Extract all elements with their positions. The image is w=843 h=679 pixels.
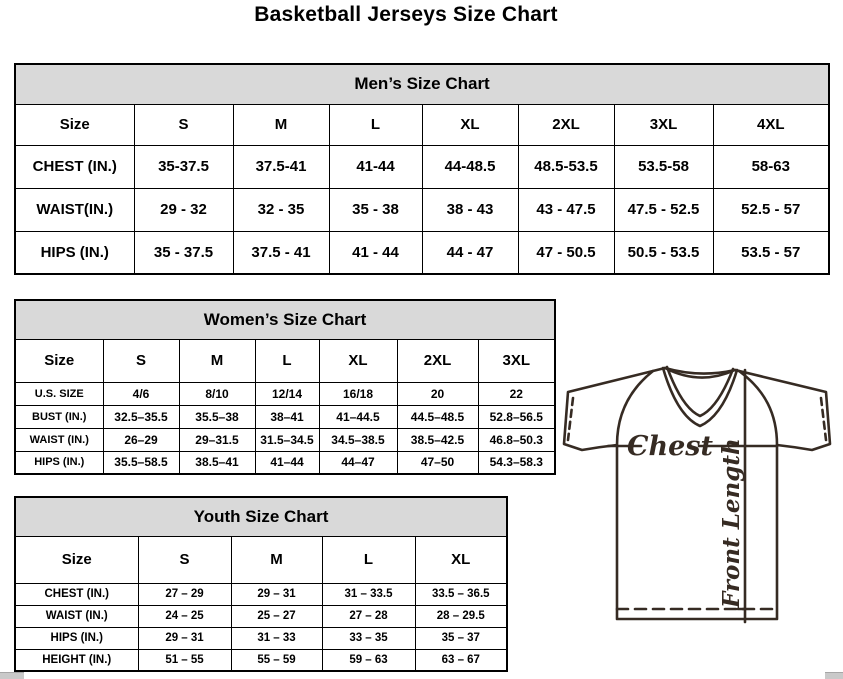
- data-cell: 27 – 28: [322, 605, 415, 627]
- mens-chart-caption: Men’s Size Chart: [15, 64, 829, 104]
- table-row: [15, 382, 555, 405]
- chest-label: Chest: [627, 431, 713, 462]
- data-cell: 43 - 47.5: [518, 188, 614, 231]
- table-row: [15, 649, 507, 671]
- row-label: CHEST (IN.): [15, 583, 138, 605]
- data-cell: 35 - 37.5: [134, 231, 233, 274]
- data-cell: 35-37.5: [134, 145, 233, 188]
- data-cell: 53.5-58: [614, 145, 713, 188]
- table-row: [15, 231, 829, 274]
- column-header: S: [103, 339, 179, 382]
- row-label: WAIST (IN.): [15, 605, 138, 627]
- column-header: 3XL: [614, 104, 713, 145]
- data-cell: 55 – 59: [231, 649, 322, 671]
- column-header: 2XL: [397, 339, 478, 382]
- horizontal-scrollbar-fragment[interactable]: [825, 672, 843, 679]
- row-label: WAIST (IN.): [15, 428, 103, 451]
- horizontal-scrollbar-fragment[interactable]: [0, 672, 24, 679]
- data-cell: 34.5–38.5: [319, 428, 397, 451]
- data-cell: 38 - 43: [422, 188, 518, 231]
- left-sleeve-dashed-line: [568, 398, 573, 440]
- data-cell: 41-44: [329, 145, 422, 188]
- column-header: M: [179, 339, 255, 382]
- column-header: 3XL: [478, 339, 555, 382]
- table-row: [15, 605, 507, 627]
- data-cell: 29 - 32: [134, 188, 233, 231]
- data-cell: 24 – 25: [138, 605, 231, 627]
- data-cell: 35.5–38: [179, 405, 255, 428]
- data-cell: 29 – 31: [138, 627, 231, 649]
- data-cell: 51 – 55: [138, 649, 231, 671]
- mens-size-header: Size: [15, 104, 134, 145]
- row-label: WAIST(IN.): [15, 188, 134, 231]
- data-cell: 47 - 50.5: [518, 231, 614, 274]
- data-cell: 46.8–50.3: [478, 428, 555, 451]
- row-label: U.S. SIZE: [15, 382, 103, 405]
- data-cell: 38–41: [255, 405, 319, 428]
- youth-size-chart-table: [14, 496, 508, 672]
- womens-size-chart-table: [14, 299, 556, 475]
- row-label: HIPS (IN.): [15, 231, 134, 274]
- data-cell: 35 - 38: [329, 188, 422, 231]
- data-cell: 32.5–35.5: [103, 405, 179, 428]
- data-cell: 25 – 27: [231, 605, 322, 627]
- column-header: XL: [422, 104, 518, 145]
- data-cell: 33.5 – 36.5: [415, 583, 507, 605]
- data-cell: 47–50: [397, 451, 478, 474]
- data-cell: 58-63: [713, 145, 829, 188]
- womens-size-header: Size: [15, 339, 103, 382]
- data-cell: 44 - 47: [422, 231, 518, 274]
- column-header: S: [134, 104, 233, 145]
- column-header: M: [231, 536, 322, 583]
- data-cell: 35.5–58.5: [103, 451, 179, 474]
- data-cell: 29–31.5: [179, 428, 255, 451]
- right-sleeve-dashed-line: [821, 398, 826, 440]
- jersey-measurement-diagram: [553, 356, 841, 632]
- column-header: M: [233, 104, 329, 145]
- data-cell: 12/14: [255, 382, 319, 405]
- column-header: L: [255, 339, 319, 382]
- table-row: [15, 188, 829, 231]
- data-cell: 52.8–56.5: [478, 405, 555, 428]
- row-label: HIPS (IN.): [15, 627, 138, 649]
- data-cell: 16/18: [319, 382, 397, 405]
- youth-size-header: Size: [15, 536, 138, 583]
- row-label: BUST (IN.): [15, 405, 103, 428]
- data-cell: 32 - 35: [233, 188, 329, 231]
- table-row: [15, 145, 829, 188]
- data-cell: 29 – 31: [231, 583, 322, 605]
- mens-size-chart-table: [14, 63, 830, 275]
- womens-chart-caption: Women’s Size Chart: [15, 300, 555, 339]
- data-cell: 37.5 - 41: [233, 231, 329, 274]
- data-cell: 44-48.5: [422, 145, 518, 188]
- data-cell: 20: [397, 382, 478, 405]
- data-cell: 27 – 29: [138, 583, 231, 605]
- table-row: [15, 428, 555, 451]
- jersey-outline: [564, 368, 830, 619]
- row-label: HIPS (IN.): [15, 451, 103, 474]
- data-cell: 53.5 - 57: [713, 231, 829, 274]
- youth-chart-caption: Youth Size Chart: [15, 497, 507, 536]
- data-cell: 31 – 33: [231, 627, 322, 649]
- data-cell: 48.5-53.5: [518, 145, 614, 188]
- table-row: [15, 627, 507, 649]
- data-cell: 35 – 37: [415, 627, 507, 649]
- data-cell: 33 – 35: [322, 627, 415, 649]
- row-label: HEIGHT (IN.): [15, 649, 138, 671]
- data-cell: 59 – 63: [322, 649, 415, 671]
- data-cell: 31.5–34.5: [255, 428, 319, 451]
- column-header: 4XL: [713, 104, 829, 145]
- column-header: L: [322, 536, 415, 583]
- page-title: Basketball Jerseys Size Chart: [254, 3, 558, 26]
- data-cell: 28 – 29.5: [415, 605, 507, 627]
- data-cell: 47.5 - 52.5: [614, 188, 713, 231]
- data-cell: 44.5–48.5: [397, 405, 478, 428]
- data-cell: 44–47: [319, 451, 397, 474]
- data-cell: 52.5 - 57: [713, 188, 829, 231]
- data-cell: 41–44.5: [319, 405, 397, 428]
- data-cell: 26–29: [103, 428, 179, 451]
- data-cell: 31 – 33.5: [322, 583, 415, 605]
- data-cell: 4/6: [103, 382, 179, 405]
- column-header: 2XL: [518, 104, 614, 145]
- column-header: S: [138, 536, 231, 583]
- data-cell: 22: [478, 382, 555, 405]
- column-header: XL: [415, 536, 507, 583]
- data-cell: 54.3–58.3: [478, 451, 555, 474]
- data-cell: 50.5 - 53.5: [614, 231, 713, 274]
- data-cell: 41 - 44: [329, 231, 422, 274]
- column-header: XL: [319, 339, 397, 382]
- data-cell: 38.5–41: [179, 451, 255, 474]
- data-cell: 37.5-41: [233, 145, 329, 188]
- row-label: CHEST (IN.): [15, 145, 134, 188]
- table-row: [15, 451, 555, 474]
- data-cell: 41–44: [255, 451, 319, 474]
- table-row: [15, 405, 555, 428]
- data-cell: 38.5–42.5: [397, 428, 478, 451]
- data-cell: 8/10: [179, 382, 255, 405]
- column-header: L: [329, 104, 422, 145]
- front-length-label: Front Length: [718, 438, 745, 608]
- table-row: [15, 583, 507, 605]
- data-cell: 63 – 67: [415, 649, 507, 671]
